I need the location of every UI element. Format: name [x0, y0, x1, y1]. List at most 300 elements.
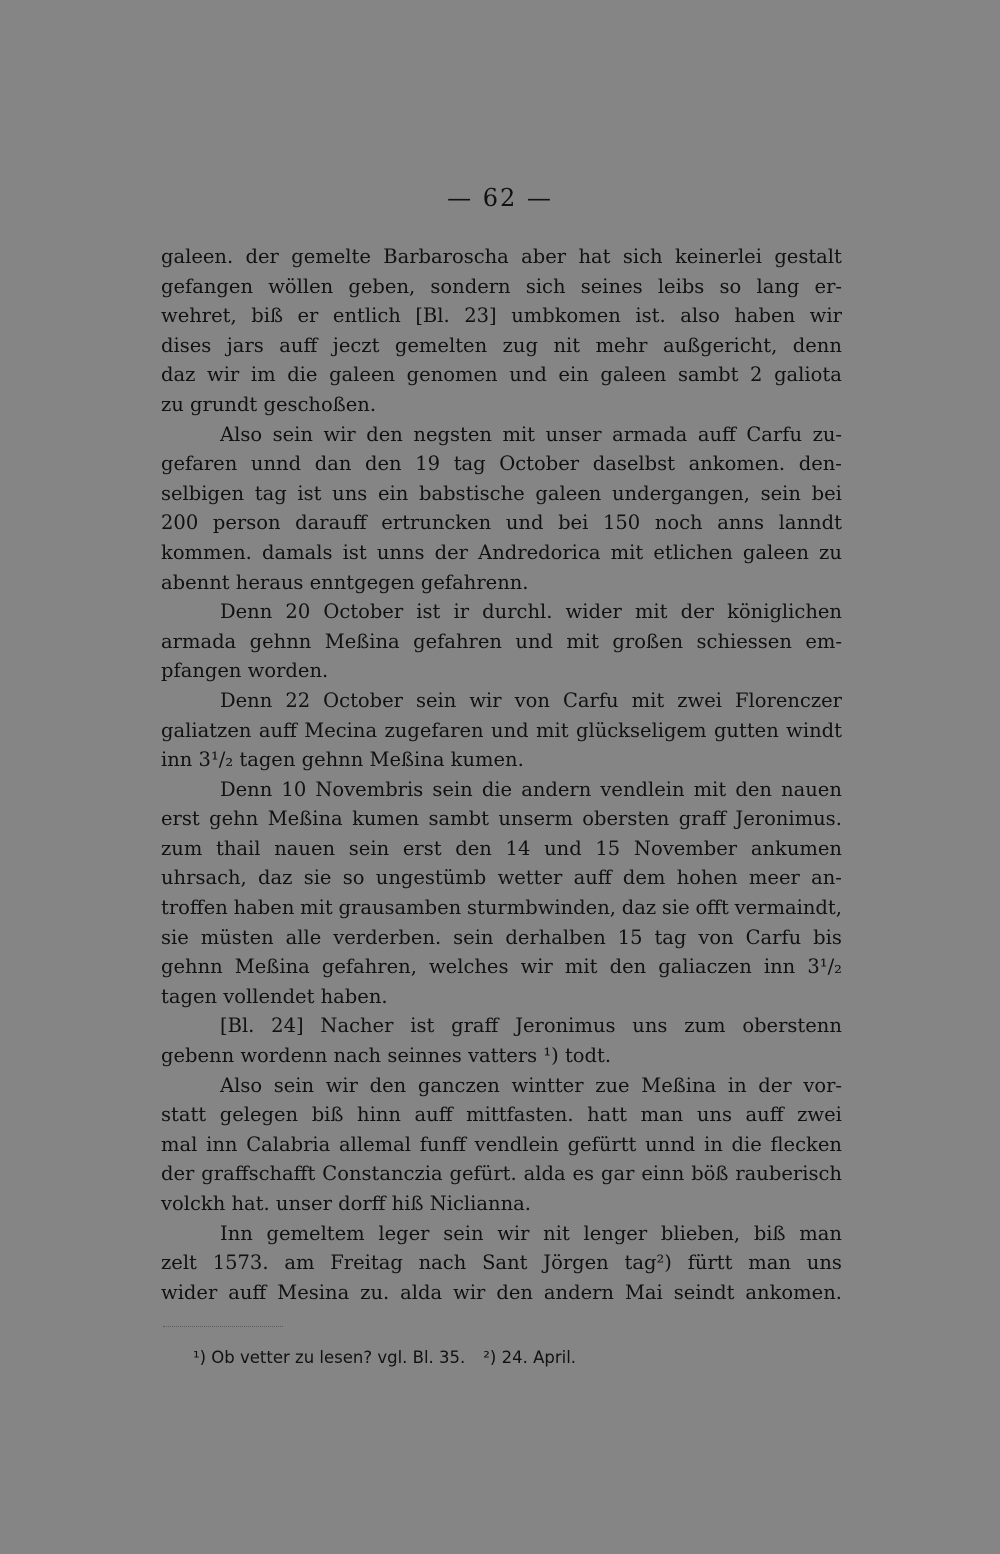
- text-line-content: gebenn wordenn nach seinnes vatters ¹) todt.: [161, 1044, 612, 1068]
- word: undergangen,: [612, 481, 750, 505]
- word: daz: [258, 866, 293, 890]
- text-line: [161, 1159, 842, 1189]
- word: vendlein: [474, 1132, 559, 1156]
- word: mittfasten.: [466, 1103, 574, 1127]
- word: zug: [502, 333, 538, 357]
- text-line: [161, 952, 842, 982]
- text-line: [161, 1041, 842, 1071]
- word: selbigen: [161, 481, 245, 505]
- word: gehnn: [161, 955, 223, 979]
- text-line: [161, 1278, 842, 1308]
- footnotes: [193, 1348, 576, 1367]
- word: gar: [601, 1162, 635, 1186]
- word: unnd: [645, 1132, 696, 1156]
- word: 15: [617, 925, 643, 949]
- word: inn: [206, 1132, 238, 1156]
- word: wir: [809, 304, 842, 328]
- word: Carfu: [745, 925, 802, 949]
- word: nauen: [274, 836, 336, 860]
- word: zwei: [677, 688, 722, 712]
- word: dem: [622, 866, 666, 890]
- word: wir: [453, 1280, 486, 1304]
- word: umbkomen: [511, 304, 621, 328]
- word: sein: [443, 1221, 484, 1245]
- word: Meßina: [267, 807, 343, 831]
- word: 200: [161, 511, 199, 535]
- word: Constanczia: [322, 1162, 443, 1186]
- word: dan: [314, 452, 352, 476]
- word: Also: [220, 1073, 263, 1097]
- word: der: [434, 540, 469, 564]
- word: Meßina: [234, 955, 310, 979]
- word: zum: [161, 836, 203, 860]
- word: ist.: [635, 304, 666, 328]
- word: uns: [332, 481, 368, 505]
- word: vor-: [803, 1073, 842, 1097]
- word: keinerlei: [674, 245, 762, 268]
- word: Denn: [220, 600, 273, 624]
- word: zu-: [812, 422, 842, 446]
- word: mit: [634, 600, 668, 624]
- word: auff: [697, 422, 736, 446]
- word: Denn: [220, 688, 273, 712]
- word: müsten: [200, 925, 274, 949]
- word: wir: [497, 1221, 530, 1245]
- word: galeen: [535, 481, 602, 505]
- text-line: [161, 1189, 842, 1219]
- word: sein: [273, 1073, 315, 1097]
- word: die: [731, 1132, 762, 1156]
- word: meer: [748, 866, 800, 890]
- word: vendlein: [600, 777, 685, 801]
- word: mit: [631, 688, 665, 712]
- word: kommen.: [161, 540, 252, 564]
- word: daz: [161, 363, 196, 387]
- word: allemal: [339, 1132, 411, 1156]
- word: und: [544, 836, 582, 860]
- word: uhrsach,: [161, 866, 247, 890]
- word: dises: [161, 333, 212, 357]
- text-line: [161, 360, 842, 390]
- word: person: [212, 511, 281, 535]
- word: schiessen: [696, 629, 792, 653]
- word: königlichen: [727, 600, 842, 624]
- word: gefaren: [161, 452, 238, 476]
- word: gemelte: [291, 245, 371, 268]
- word: daselbst: [592, 452, 675, 476]
- word: Inn: [220, 1221, 253, 1245]
- word: ist: [410, 1014, 435, 1038]
- text-line: [161, 686, 842, 716]
- word: fürtt: [687, 1251, 733, 1275]
- word: von: [514, 688, 550, 712]
- word: hohen: [676, 866, 738, 890]
- word: wider: [565, 600, 622, 624]
- word: großen: [612, 629, 684, 653]
- text-line-content: inn 3¹/₂ tagen gehnn Meßina kumen.: [161, 748, 524, 772]
- word: sein: [272, 422, 313, 446]
- word: Also: [220, 422, 263, 446]
- text-line: [161, 1100, 842, 1130]
- word: alda: [523, 1162, 566, 1186]
- word: tag: [654, 925, 687, 949]
- word: erst: [161, 807, 200, 831]
- text-line: [161, 982, 842, 1012]
- text-line: [161, 1071, 842, 1101]
- word: mit: [566, 629, 599, 653]
- word: gehn: [209, 807, 259, 831]
- text-line: [161, 893, 842, 923]
- word: 22: [285, 688, 311, 712]
- word: bei: [811, 481, 842, 505]
- word: Jeronimus: [515, 1014, 616, 1038]
- word: [Bl.: [415, 304, 450, 328]
- word: ist: [416, 600, 441, 624]
- word: biß: [251, 304, 283, 328]
- word: gestalt: [774, 245, 842, 268]
- word: Mai: [624, 1280, 663, 1304]
- word: sambt: [677, 363, 739, 387]
- word: wir: [323, 422, 356, 446]
- word: ganczen: [417, 1073, 500, 1097]
- word: Carfu: [562, 688, 619, 712]
- word: galeen.: [161, 245, 234, 268]
- word: und: [509, 363, 547, 387]
- footnote-1: ¹) Ob vetter zu lesen? vgl. Bl. 35.: [193, 1348, 466, 1367]
- word: auff: [573, 866, 612, 890]
- word: sie: [161, 925, 189, 949]
- word: 2: [750, 363, 763, 387]
- word: den: [609, 955, 647, 979]
- text-line: [161, 1248, 842, 1278]
- word: windt: [786, 718, 842, 742]
- word: und: [515, 629, 553, 653]
- word: 3¹/₂: [807, 955, 842, 979]
- word: auff: [258, 718, 297, 742]
- word: sie: [661, 896, 690, 920]
- word: uns: [632, 1014, 668, 1038]
- word: vermaindt,: [734, 896, 842, 920]
- word: derhalben: [505, 925, 606, 949]
- word: troffen: [161, 896, 228, 920]
- word: welches: [428, 955, 509, 979]
- word: Freitag: [330, 1251, 403, 1275]
- word: der: [758, 1073, 792, 1097]
- word: unnd: [250, 452, 302, 476]
- word: gefangen: [161, 274, 254, 298]
- word: den: [369, 1073, 407, 1097]
- word: aber: [521, 245, 567, 268]
- word: Meßina: [641, 1073, 717, 1097]
- word: jars: [226, 333, 264, 357]
- word: sambt: [428, 807, 489, 831]
- word: darauff: [295, 511, 367, 535]
- word: zugefaren: [384, 718, 484, 742]
- word: ankomen.: [688, 452, 786, 476]
- word: ungestümb: [375, 866, 487, 890]
- word: glückseligem: [575, 718, 707, 742]
- word: 150: [602, 511, 641, 535]
- word: wintter: [511, 1073, 584, 1097]
- word: October: [323, 688, 403, 712]
- text-line: [161, 804, 842, 834]
- word: die: [481, 777, 513, 801]
- word: ist: [297, 481, 322, 505]
- word: wöllen: [268, 274, 334, 298]
- word: andern: [521, 777, 592, 801]
- word: 19: [415, 452, 441, 476]
- text-line-content: zu grundt geschoßen.: [161, 392, 377, 416]
- word: 10: [281, 777, 307, 801]
- word: zue: [595, 1073, 630, 1097]
- word: er-: [814, 274, 842, 298]
- word: Carfu: [746, 422, 803, 446]
- word: lanndt: [778, 511, 842, 535]
- text-line: [161, 834, 842, 864]
- word: galeen: [600, 363, 667, 387]
- word: damals: [261, 540, 333, 564]
- word: offt: [695, 896, 729, 920]
- word: Jörgen: [543, 1251, 609, 1275]
- word: andern: [543, 1280, 614, 1304]
- word: tag: [254, 481, 287, 505]
- word: hinn: [357, 1103, 401, 1127]
- word: grausamben: [338, 896, 462, 920]
- word: sich: [622, 245, 663, 268]
- word: in: [704, 1132, 723, 1156]
- word: den: [366, 422, 403, 446]
- word: Barbaroscha: [383, 245, 509, 268]
- text-line: [161, 745, 842, 775]
- word: noch: [654, 511, 703, 535]
- word: leibs: [657, 274, 705, 298]
- word: galeen: [742, 540, 809, 564]
- word: uns: [806, 1251, 842, 1275]
- word: etlichen: [653, 540, 733, 564]
- word: alle: [285, 925, 322, 949]
- word: wir: [207, 363, 240, 387]
- word: haben: [233, 896, 295, 920]
- word: sondern: [430, 274, 511, 298]
- text-line: [161, 597, 842, 627]
- word: galiatzen: [161, 718, 252, 742]
- word: gehnn: [249, 629, 312, 653]
- word: unserm: [498, 807, 573, 831]
- word: Jeronimus.: [735, 807, 842, 831]
- word: 14: [505, 836, 531, 860]
- word: wider: [161, 1280, 218, 1304]
- word: der: [245, 245, 279, 268]
- word: graff: [451, 1014, 499, 1038]
- word: und: [505, 511, 544, 535]
- word: gefürt.: [449, 1162, 517, 1186]
- word: ein: [558, 363, 589, 387]
- text-line: [161, 242, 842, 272]
- word: erst: [402, 836, 442, 860]
- word: in: [727, 1073, 747, 1097]
- word: Novembris: [315, 777, 424, 801]
- word: so: [342, 866, 365, 890]
- word: nit: [543, 1221, 570, 1245]
- word: tag: [453, 452, 486, 476]
- word: lenger: [583, 1221, 648, 1245]
- word: sich: [525, 274, 566, 298]
- word: Sant: [482, 1251, 528, 1275]
- word: die: [287, 363, 318, 387]
- word: zelt: [161, 1251, 197, 1275]
- word: Nacher: [320, 1014, 394, 1038]
- word: mit: [693, 777, 727, 801]
- word: sturmbwinden,: [466, 896, 616, 920]
- word: statt: [161, 1103, 207, 1127]
- text-line: [161, 656, 842, 686]
- word: graff: [678, 807, 726, 831]
- word: kumen: [352, 807, 420, 831]
- word: wehret,: [161, 304, 237, 328]
- word: den: [496, 1280, 533, 1304]
- word: es: [572, 1162, 595, 1186]
- word: funff: [419, 1132, 466, 1156]
- word: ir: [453, 600, 470, 624]
- word: haben: [734, 304, 796, 328]
- word: negsten: [413, 422, 492, 446]
- word: ein: [377, 481, 409, 505]
- word: gutten: [713, 718, 779, 742]
- word: sein: [348, 836, 390, 860]
- word: mit: [610, 540, 644, 564]
- word: leger: [378, 1221, 430, 1245]
- word: mehr: [595, 333, 648, 357]
- text-line: [161, 390, 842, 420]
- word: und: [491, 718, 529, 742]
- text-line: [161, 449, 842, 479]
- word: galiaczen: [658, 955, 752, 979]
- text-line: [161, 1219, 842, 1249]
- word: daz: [621, 896, 657, 920]
- word: wetter: [497, 866, 563, 890]
- word: böß: [691, 1162, 729, 1186]
- word: October: [499, 452, 580, 476]
- word: blieben,: [660, 1221, 741, 1245]
- word: ertruncken: [381, 511, 492, 535]
- word: rauberisch: [735, 1162, 842, 1186]
- word: graffschafft: [201, 1162, 316, 1186]
- word: armada: [161, 629, 237, 653]
- word: hatt: [587, 1103, 627, 1127]
- word: den-: [798, 452, 842, 476]
- word: mit: [300, 896, 333, 920]
- text-line-content: tagen vollendet haben.: [161, 984, 388, 1008]
- text-line-content: volckh hat. unser dorff hiß Niclianna.: [161, 1192, 531, 1215]
- word: einn: [641, 1162, 685, 1186]
- word: 20: [285, 600, 311, 624]
- page-number: — 62 —: [447, 184, 553, 212]
- word: sein: [432, 777, 473, 801]
- word: den: [455, 836, 492, 860]
- word: er: [297, 304, 319, 328]
- text-line: [161, 538, 842, 568]
- word: em-: [805, 629, 842, 653]
- word: uns: [696, 1103, 732, 1127]
- word: sein: [760, 481, 801, 505]
- text-line: [161, 568, 842, 598]
- word: man: [640, 1103, 684, 1127]
- word: unns: [376, 540, 425, 564]
- word: den: [365, 452, 402, 476]
- word: Calabria: [246, 1132, 331, 1156]
- word: gefahren: [413, 629, 502, 653]
- word: zu.: [360, 1280, 390, 1304]
- word: wir: [325, 1073, 358, 1097]
- word: man: [799, 1221, 842, 1245]
- word: flecken: [770, 1132, 842, 1156]
- text-line: [161, 479, 842, 509]
- word: Florenczer: [735, 688, 842, 712]
- word: man: [748, 1251, 791, 1275]
- text-line: [161, 716, 842, 746]
- word: seines: [580, 274, 643, 298]
- word: anns: [717, 511, 764, 535]
- text-line-content: pfangen worden.: [161, 659, 329, 683]
- word: nauen: [781, 777, 842, 801]
- word: oberstenn: [742, 1014, 842, 1038]
- word: im: [250, 363, 276, 387]
- word: jeczt: [332, 333, 380, 357]
- word: bei: [558, 511, 589, 535]
- word: gemeltem: [266, 1221, 365, 1245]
- footnote-2: ²) 24. April.: [483, 1348, 577, 1367]
- word: ankumen: [750, 836, 842, 860]
- text-line: [161, 272, 842, 302]
- footnote-divider: [163, 1326, 283, 1327]
- word: genomen: [406, 363, 498, 387]
- word: Denn: [220, 777, 273, 801]
- text-line-content: abennt heraus enntgegen gefahrenn.: [161, 570, 529, 594]
- word: auff: [279, 333, 318, 357]
- word: gemelten: [394, 333, 488, 357]
- word: galeen: [329, 363, 396, 387]
- word: galiota: [774, 363, 842, 387]
- word: babstische: [418, 481, 525, 505]
- word: zu: [819, 540, 842, 564]
- word: der: [680, 600, 714, 624]
- word: gefahren,: [321, 955, 417, 979]
- word: armada: [612, 422, 688, 446]
- word: sein: [416, 688, 457, 712]
- text-line: [161, 1130, 842, 1160]
- word: gelegen: [219, 1103, 299, 1127]
- word: 24]: [271, 1014, 304, 1038]
- text-line: [161, 627, 842, 657]
- word: sie: [303, 866, 332, 890]
- word: der: [161, 1162, 195, 1186]
- word: mit: [564, 955, 598, 979]
- word: bis: [813, 925, 842, 949]
- word: mit: [536, 718, 569, 742]
- word: denn: [792, 333, 842, 357]
- word: verderben.: [333, 925, 442, 949]
- word: Mesina: [277, 1280, 350, 1304]
- word: unser: [545, 422, 602, 446]
- text-line: [161, 301, 842, 331]
- word: nach: [418, 1251, 467, 1275]
- word: auff: [745, 1103, 784, 1127]
- body-text: [161, 242, 842, 1307]
- word: hat: [578, 245, 611, 268]
- word: wir: [520, 955, 553, 979]
- word: auff: [228, 1280, 267, 1304]
- word: obersten: [582, 807, 670, 831]
